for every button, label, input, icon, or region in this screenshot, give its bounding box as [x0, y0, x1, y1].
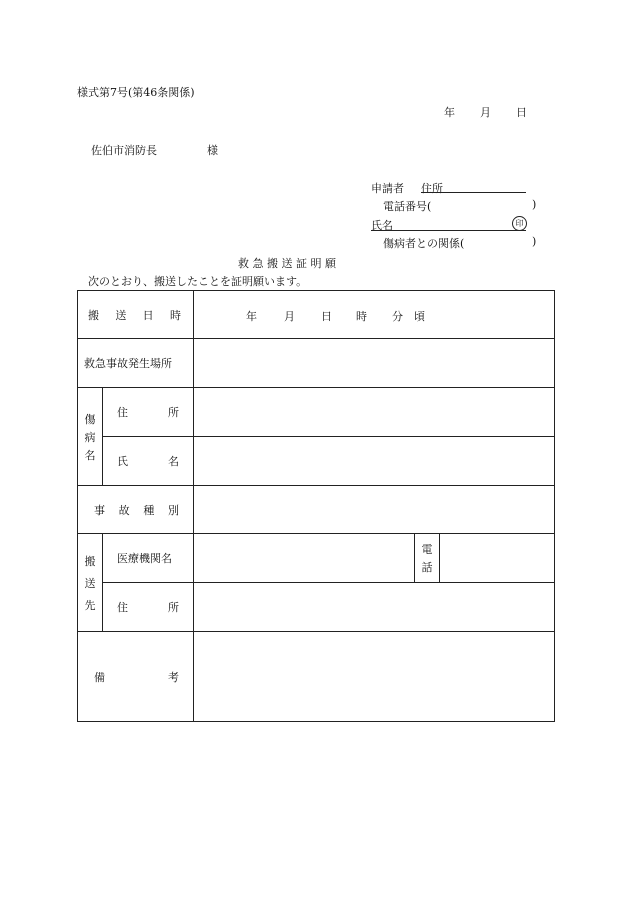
transport-datetime-label: 搬 送 日 時 [78, 291, 194, 339]
institution-label: 医療機関名 [103, 534, 194, 583]
certificate-table [77, 290, 555, 722]
intro-text: 次のとおり、搬送したことを証明願います。 [88, 275, 308, 288]
patient-address-label: 住 所 [103, 388, 194, 437]
remarks-row [78, 632, 555, 722]
applicant-address-label: 住所 [421, 182, 443, 195]
patient-address-field[interactable] [194, 388, 555, 437]
accident-location-row [78, 339, 555, 388]
applicant-relation-label: 傷病者との関係( [383, 237, 465, 250]
form-number: 様式第7号(第46条関係) [77, 86, 195, 99]
institution-field[interactable] [194, 534, 415, 583]
applicant-relation-close: ) [532, 235, 537, 248]
institution-phone-label: 電 話 [415, 534, 440, 583]
applicant-address-line[interactable] [421, 192, 526, 193]
applicant-name-line[interactable] [371, 230, 526, 231]
form-title: 救 急 搬 送 証 明 願 [238, 257, 336, 270]
patient-name-row [78, 437, 555, 486]
destination-address-field[interactable] [194, 583, 555, 632]
applicant-phone-close: ) [532, 198, 537, 211]
date-year-label: 年 [444, 106, 455, 119]
addressee-honorific: 様 [207, 144, 218, 157]
destination-institution-row [78, 534, 555, 583]
accident-type-label: 事 故 種 別 [78, 486, 194, 534]
accident-type-row [78, 486, 555, 534]
accident-type-field[interactable] [194, 486, 555, 534]
patient-name-label: 氏 名 [103, 437, 194, 486]
accident-location-field[interactable] [194, 339, 555, 388]
date-month-label: 月 [480, 106, 491, 119]
applicant-name-label: 氏名 [371, 219, 393, 232]
transport-datetime-row [78, 291, 555, 339]
applicant-phone-label: 電話番号( [383, 200, 432, 213]
remarks-field[interactable] [194, 632, 555, 722]
patient-address-row [78, 388, 555, 437]
seal-mark: 印 [512, 216, 527, 231]
accident-location-label: 救急事故発生場所 [78, 339, 194, 388]
transport-datetime-field[interactable]: 年 月 日 時 分 頃 [194, 291, 555, 339]
addressee-name: 佐伯市消防長 [91, 144, 157, 157]
remarks-label: 備 考 [78, 632, 194, 722]
institution-phone-field[interactable] [440, 534, 555, 583]
destination-address-label: 住 所 [103, 583, 194, 632]
destination-group-label: 搬 送 先 [78, 534, 103, 632]
destination-address-row [78, 583, 555, 632]
date-day-label: 日 [516, 106, 527, 119]
patient-name-field[interactable] [194, 437, 555, 486]
applicant-label: 申請者 [371, 182, 404, 195]
patient-group-label: 傷 病 名 [78, 388, 103, 486]
